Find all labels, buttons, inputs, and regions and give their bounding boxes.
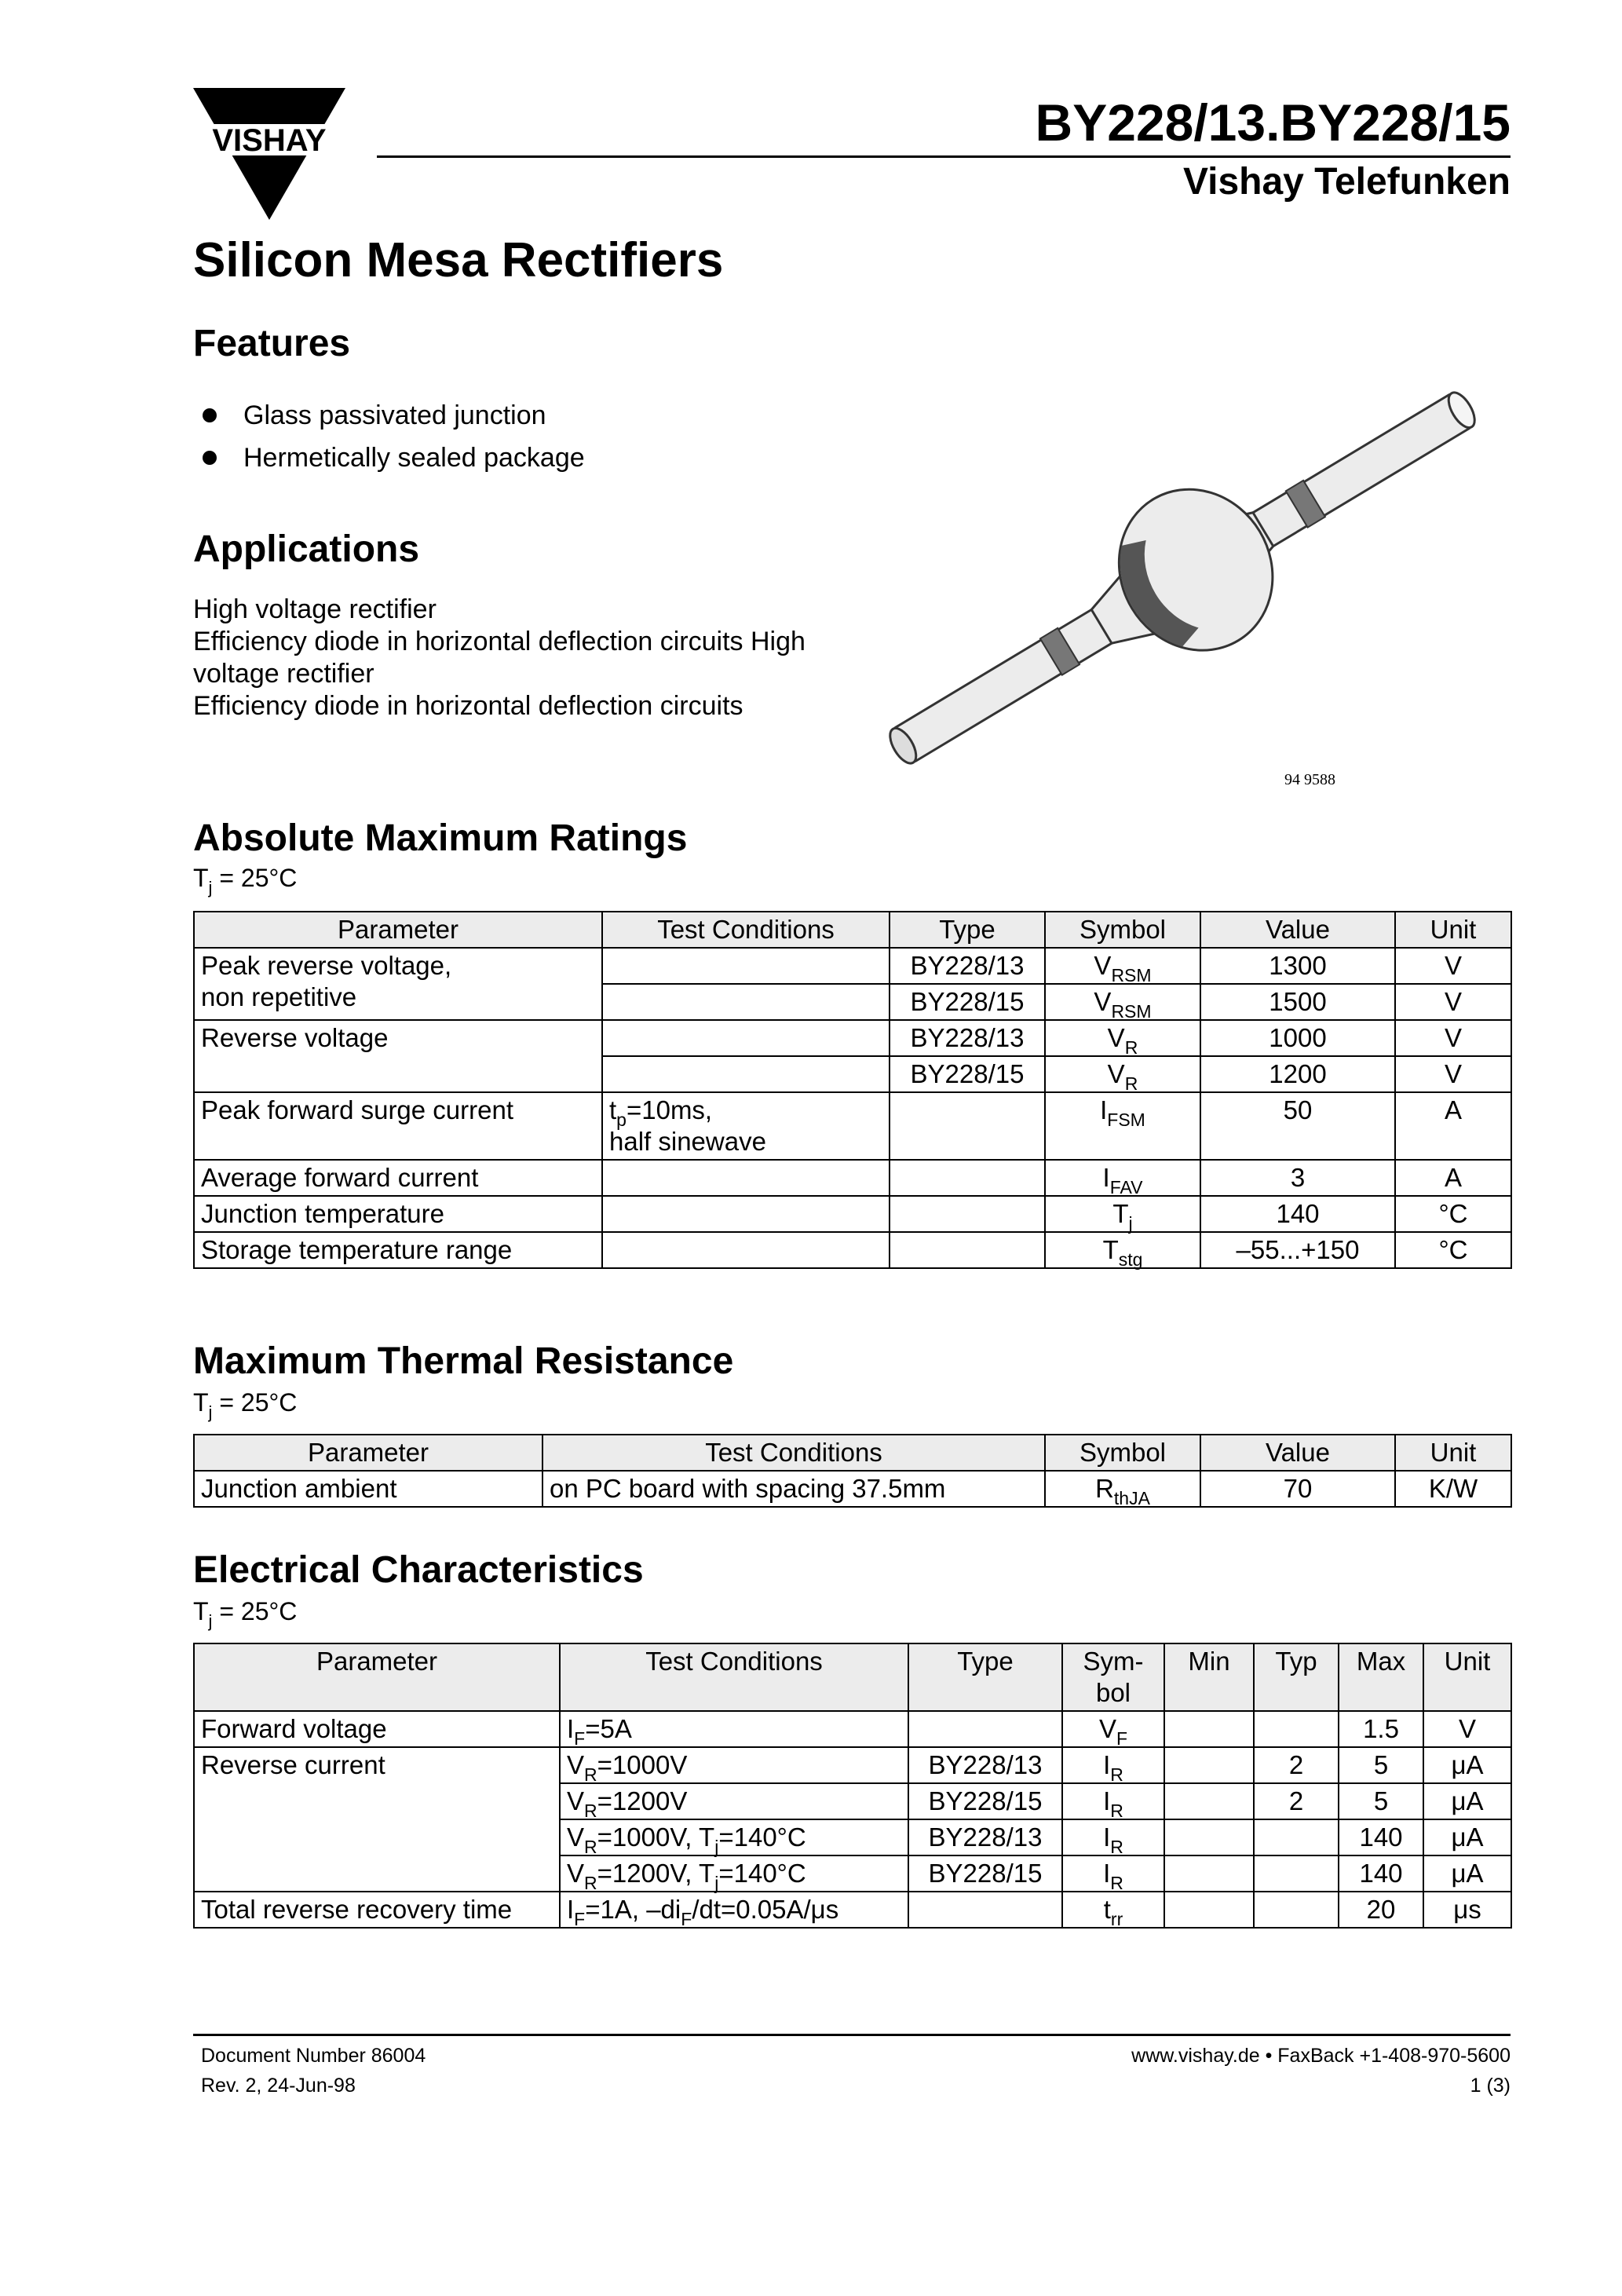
thermal-condition: $T_j = 25^\circ C$ [193,1388,298,1422]
abs-max-condition: $T_j = 25^\circ C$ [193,864,298,898]
electrical-condition: $T_j = 25^\circ C$ [193,1597,298,1631]
bullet-icon [203,408,217,422]
table-row: $V_R=1200V$ BY228/15 $I_R$ 2 5 μA [194,1783,1511,1819]
revision: Rev. 2, 24-Jun-98 [201,2075,356,2097]
table-header-row: Parameter Test Conditions Type Sym- bol Min Typ Max Unit [194,1643,1511,1711]
electrical-table [193,1643,1512,1929]
table-header-row: Parameter Test Conditions Symbol Value Unit [194,1435,1511,1471]
table-row: Peak reverse voltage, non repetitive BY228/13 $V_{RSM}$ 1300 V [194,948,1511,984]
table-header-row: Parameter Test Conditions Type Symbol Value Unit [194,912,1511,948]
applications-heading: Applications [193,528,420,570]
document-title: Silicon Mesa Rectifiers [193,233,724,287]
part-number-title: BY228/13.BY228/15 [1035,93,1511,152]
table-row: Total reverse recovery time $I_F=1A$, $-di_F/dt=0.05A/\mu s$ $t_{rr}$ 20 μs [194,1892,1511,1928]
feature-item: Glass passivated junction [203,394,585,437]
manufacturer-subtitle: Vishay Telefunken [1182,161,1511,203]
footer-rule [193,2034,1511,2036]
figure-number: 94 9588 [1284,771,1335,788]
page-number: 1 (3) [1470,2075,1511,2097]
logo-text: VISHAY [212,123,327,158]
table-row: $V_R=1000V$, $T_j=140^\circ C$ BY228/13 $I_R$ 140 μA [194,1819,1511,1855]
table-row: BY228/15 $V_R$ 1200 V [194,1056,1511,1092]
table-row: BY228/15 $V_{RSM}$ 1500 V [194,984,1511,1020]
table-row: Forward voltage $I_F=5A$ $V_F$ 1.5 V [194,1711,1511,1747]
thermal-table [193,1434,1512,1508]
table-row: Average forward current $I_{FAV}$ 3 A [194,1160,1511,1196]
contact-info: www.vishay.de • FaxBack +1-408-970-5600 [1131,2045,1511,2067]
feature-item: Hermetically sealed package [203,437,585,479]
diode-illustration [876,389,1489,766]
table-row: Junction ambient on PC board with spacing 37.5mm $R_{thJA}$ 70 K/W [194,1471,1511,1507]
table-row: Storage temperature range $T_{stg}$ –55...+150 °C [194,1232,1511,1268]
header-rule [377,155,1511,158]
table-row: $V_R=1200V$, $T_j=140^\circ C$ BY228/15 $I_R$ 140 μA [194,1855,1511,1892]
features-heading: Features [193,323,351,364]
features-list [203,394,585,479]
document-number: Document Number 86004 [201,2045,426,2067]
abs-max-table [193,911,1512,1269]
electrical-heading: Electrical Characteristics [193,1549,644,1591]
thermal-heading: Maximum Thermal Resistance [193,1340,734,1382]
abs-max-heading: Absolute Maximum Ratings [193,817,688,859]
vishay-logo [193,88,345,220]
table-row: Reverse voltage BY228/13 $V_R$ 1000 V [194,1020,1511,1056]
table-row: Peak forward surge current $t_p=10ms$, half sinewave $I_{FSM}$ 50 A [194,1092,1511,1160]
table-row: Junction temperature $T_j$ 140 °C [194,1196,1511,1232]
table-row: Reverse current $V_R=1000V$ BY228/13 $I_R$ 2 5 μA [194,1747,1511,1783]
bullet-icon [203,451,217,465]
applications-text: High voltage rectifier Efficiency diode in horizontal deflection circuits High voltage rectifier Efficiency diode in horizontal deflection circuits [193,594,806,721]
